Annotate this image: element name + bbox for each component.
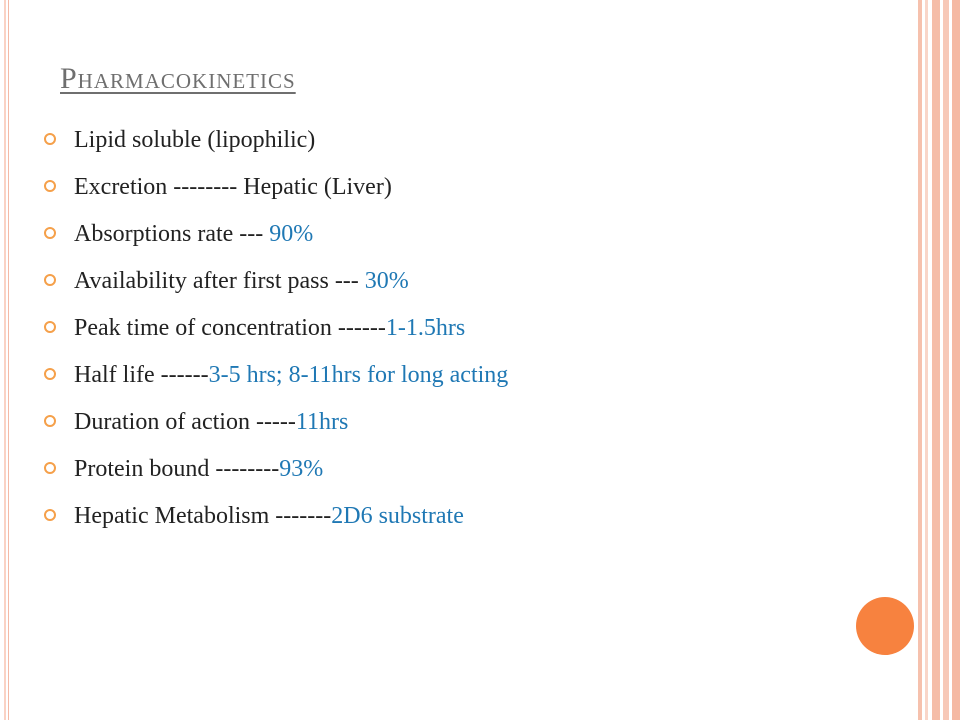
- bullet-value: 90%: [269, 221, 314, 247]
- bullet-ring-icon: [44, 227, 56, 239]
- bullet-text: [74, 447, 323, 491]
- bullet-text: [74, 259, 409, 303]
- bullet-value: 1-1.5hrs: [385, 315, 466, 341]
- bullet-value: 11hrs: [295, 409, 349, 435]
- right-stripe: [952, 0, 960, 720]
- bullet-item: [44, 306, 904, 353]
- bullet-label: Availability after first pass ---: [74, 268, 365, 294]
- bullet-text: [74, 306, 465, 350]
- right-stripe: [943, 0, 949, 720]
- right-stripe: [918, 0, 922, 720]
- bullet-list: [44, 118, 904, 541]
- bullet-text: [74, 353, 508, 397]
- bullet-ring-icon: [44, 415, 56, 427]
- slide-title: Pharmacokinetics: [60, 62, 296, 95]
- bullet-text: [74, 400, 348, 444]
- bullet-item: [44, 400, 904, 447]
- bullet-ring-icon: [44, 462, 56, 474]
- bullet-ring-icon: [44, 368, 56, 380]
- bullet-text: [74, 212, 313, 256]
- bullet-label: Lipid soluble (lipophilic): [74, 127, 316, 153]
- bullet-label: Peak time of concentration ------: [74, 315, 386, 341]
- bullet-ring-icon: [44, 321, 56, 333]
- bullet-ring-icon: [44, 509, 56, 521]
- bullet-text: [74, 494, 464, 538]
- bullet-item: [44, 447, 904, 494]
- left-border-accent: [4, 0, 6, 720]
- bullet-label: Duration of action -----: [74, 409, 296, 435]
- right-stripe: [925, 0, 928, 720]
- bullet-value: 30%: [364, 268, 409, 294]
- bullet-text: [74, 165, 392, 209]
- right-stripe: [932, 0, 940, 720]
- bullet-ring-icon: [44, 274, 56, 286]
- bullet-ring-icon: [44, 180, 56, 192]
- bullet-value: 93%: [279, 456, 324, 482]
- bullet-value: 3-5 hrs; 8-11hrs for long acting: [208, 362, 509, 388]
- bullet-label: Hepatic Metabolism -------: [74, 503, 332, 529]
- bullet-item: [44, 165, 904, 212]
- orange-circle-decoration: [856, 597, 914, 655]
- bullet-label: Absorptions rate ---: [74, 221, 270, 247]
- bullet-item: [44, 494, 904, 541]
- bullet-value: 2D6 substrate: [331, 503, 464, 529]
- bullet-label: Excretion -------- Hepatic (Liver): [74, 174, 392, 200]
- bullet-label: Protein bound --------: [74, 456, 280, 482]
- bullet-item: [44, 212, 904, 259]
- bullet-item: [44, 118, 904, 165]
- bullet-text: [74, 118, 315, 162]
- bullet-ring-icon: [44, 133, 56, 145]
- bullet-item: [44, 259, 904, 306]
- bullet-label: Half life ------: [74, 362, 209, 388]
- bullet-item: [44, 353, 904, 400]
